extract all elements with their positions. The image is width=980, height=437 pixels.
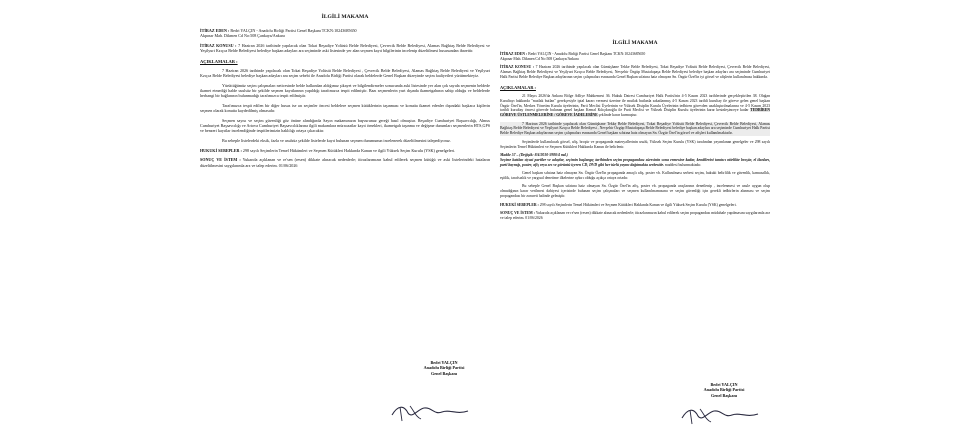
objector-text: Bedri YALÇIN - Anadolu Birliği Partisi Genel Başkanı TCKN:10243685650 — [528, 52, 646, 56]
signer-organization: Anadolu Birliği Partisi — [703, 387, 745, 393]
explanation-paragraph-1 — [500, 94, 770, 118]
objector-text: Bedri YALÇIN - Anadolu Birliği Partisi Genel Başkanı TCKN:10243685650 — [230, 28, 357, 33]
law-article-tail: maddesi bulunmaktadır. — [664, 162, 702, 167]
legal-grounds-block — [200, 148, 490, 153]
explanations-heading: AÇIKLAMALAR : — [500, 84, 536, 90]
court-decision-tail: şeklinde karar kurmuştur. — [598, 113, 638, 118]
signer-title: Genel Başkanı — [711, 392, 737, 398]
explanation-paragraph-4: Seçmen sayısı ve seçim güvenliği göz önüne alındığında Sayın makamınızın başvurunuz gereği hasıl olmuştur. Reşadiye Cumhuriyet Başsavcılığı, Almus Cumhuriyet Başsavcılığı ve Artova Cumhuriyet Başsavcılıklarına ilgili makamlara müracaatlar kayıt örnekleri, ikametgah taşınma ve değişme durumları seçmenlerin HTS,GPS ve benzeri kayıtlar incelendiğinde tespitlerimizin haklılığı ortaya çıkacaktır. — [200, 117, 490, 134]
objector-label: İTİRAZ EDEN : — [200, 28, 230, 33]
law-article-text: Seçime katılan siyasi partiler ve adaylar, seçimin başlangıç tarihinden seçim propagandası süresinin sona ermesine kadar, kendilerini tanıtıcı nitelikte broşür, el ilanları, parti bayrağı, poster, afiş veya ses ve görüntü içeren CD, DVD gibi her türlü yayını dağıtmakta serbesttir. — [500, 157, 770, 167]
explanation-paragraph-5: Bu sebeple listelerdeki eksik, fazla ve usulsüz şekilde listelerde kayıt bulunan seçmen durumunun incelenerek düzeltilmesini talepediyoruz. — [222, 138, 451, 144]
explanation-paragraph-3: Seçimlerde kullanılacak görsel, afiş, broşür ve propaganda materyallerinin usulü, Yüksek Seçim Kurulu (YSK) tarafından yayımlanan genelgeler ve 298 sayılı Seçimlerin Temel Hükümleri ve Seçmen Kütükleri Hakkında Kanun ile belirlenir. — [500, 139, 770, 149]
signature-block — [684, 382, 764, 398]
right-document-page — [500, 40, 770, 432]
request-block — [200, 157, 490, 168]
explanation-paragraph-3: Tarafımızca tespit edilen bir diğer husus ise arı seçimler öncesi beldelere seçmen kütüklerinin taşınması ve konutta ikamet edenler dışındaki başkaca kişilerin seçmen olarak konutta kaydedilmiş olmasıdır. — [200, 102, 490, 114]
legal-grounds-label: HUKUKİ SEBEPLER : — [500, 202, 539, 207]
legal-grounds-text: 298 sayılı Seçimlerin Temel Hükümleri ve Seçmen Kütükleri Hakkında Kanun ve ilgili Yüksek Seçim Kurulu (YSK) genelgeleri. — [242, 147, 456, 153]
objector-address: Akpınar Mah. Dikmen Cd No:508 Çankaya/Ankara — [500, 56, 579, 61]
signer-organization: Anadolu Birliği Partisi — [423, 365, 465, 371]
signature-block — [404, 360, 484, 376]
page-heading: İLGİLİ MAKAMA — [612, 40, 658, 46]
objector-label: İTİRAZ EDEN : — [500, 52, 528, 56]
law-article-title: Madde 57 – (Değişik: 8/4/2010-5980/4 md.) — [500, 153, 568, 158]
signer-name: Bedri YALÇIN — [710, 382, 738, 387]
objector-block — [500, 52, 770, 62]
legal-grounds-block — [500, 203, 770, 208]
explanation-paragraph-1: 7 Haziran 2026 tarihinde yapılacak olan Tokat Reşadiye Yolüstü Belde Belediyesi , Çevrecik Belde Belediyesi, Alamas Bağlıtaş Belde Belediyesi ve Yeşilyurt Kzıçca Belde Belediyesi belediye başkan adayları ara seçim sebebi ile Anadolu Birliği Partisi olarak beldelerde Genel Başkan düzeyinde seçim faaliyetleri yürütmekteyiz. — [200, 67, 490, 78]
signer-title: Genel Başkanı — [431, 370, 457, 376]
subject-text: 7 Haziran 2026 tarihinde yapılacak olan Gümüşhane Tekke Belde Belediyesi, Tokat Reşadiye Yolüstü Belde Belediyesi, Çevrecik Belde Belediyesi, Alamas Bağlıtaş Belde Belediyesi ve Yeşilyurt Kzıçca Belde Belediyesi, Nevşehir Özgüp Mustafapaşa Belde Belediyesi belediye başkan adayları ara seçiminde Cumhuriyet Halk Partisi Belde Belediye Başkan adaylarının seçim çalışmaları esnasında Genel Başkan sıfatına haiz olmayan Sn. Özgür Özel'in iyi görsel ve afişlerin kullanılması hakkında. — [500, 65, 770, 79]
handwritten-signature-image — [388, 399, 474, 425]
legal-grounds-text: 298 sayılı Seçimlerin Temel Hükümleri ve Seçmen Kütükleri Hakkında Kanun ve ilgili Yüksek Seçim Kurulu (YSK) genelgeleri. — [539, 202, 737, 207]
subject-label: İTİRAZ KONUSU : — [200, 42, 237, 48]
highlighted-decision-text: TEDBİREN GÖREVE ÜSTLENMELERİNE / GÖREVE İADELERİNE — [500, 108, 770, 118]
subject-block — [200, 43, 490, 54]
signer-name: Bedri YALÇIN — [430, 360, 458, 365]
explanations-heading: AÇIKLAMALAR : — [200, 58, 238, 64]
request-label: SONUÇ VE İSTEM : — [200, 157, 241, 163]
legal-grounds-label: HUKUKİ SEBEPLER : — [200, 147, 242, 153]
objector-block — [200, 28, 490, 39]
request-text: Yukarıda açıklanan ve re'sen (resen) dikkate alınacak nedenlerle; itirazlarımızın kabul edilerek seçmen kütüğü ve aski listelerindeki hataların düzeltilmesini saygılarımla arz ve talep ederim. 01/06/2026 — [200, 157, 490, 168]
explanation-paragraph-4: Genel başkan sıfatına haiz olmayan Sn. Özgür Özel'in propaganda amaçlı afiş, poster vb. Kullanılması serbest seçim, hukuki belirlilik ve güvenlik, kamusallık, eşitlik, tarafsızlık ve yargısal denetime ilkelerine aykırı olduğu açıkça ortaya ortadır. — [500, 171, 770, 180]
left-document-page — [200, 14, 490, 432]
subject-block — [500, 65, 770, 80]
subject-label: İTİRAZ KONUSU : — [500, 65, 535, 70]
explanation-paragraph-2: 7 Haziran 2026 tarihinde yapılacak olan Gümüşhane Tekke Belde Belediyesi, Tokat Reşadiye Yolüstü Belde Belediyesi, Çevrecik Belde Belediyesi, Alamas Bağlıtaş Belde Belediyesi ve Yeşilyurt Kzıçca Belde Belediyesi , Nevşehir Özgüp Mustafapaşa Belde Belediyesi belediye başkan adayları ara seçiminde Cumhuriyet Halk Partisi Belde Belediye Başkan adaylarının seçim çalışmaları esnasında Genel başkan sıfatına haiz olmayan Sn. Özgür Özel'in görsel ve afişleri kullanılmaktadır. — [500, 121, 770, 136]
request-block — [500, 211, 770, 221]
explanation-paragraph-5: Bu sebeple Genel Başkan sıfatına haiz olmayan Sn. Özgür Özel'in afiş, poster vb. propaganda araçlarının denetlenip , incelenmesi ve usule uygun olup olmadığının karar verilmesi dahiyesi içerisinde bulunan seçim çalışmaları ve seçmen kullanılmamasına ve seçim güvenliği için gerekli tedbirlerin alınması ve seçim propagandası bir zarureti halinde gelmiştir. — [500, 184, 770, 199]
handwritten-signature-image — [678, 402, 764, 428]
request-label: SONUÇ VE İSTEM : — [500, 211, 535, 215]
page-heading: İLGİLİ MAKAMA — [321, 14, 369, 20]
request-text: Yukarıda açıklanan ve re'sen (resen) dikkate alınacak nedenlerle; itirazlarımızın kabul edilerek seçim propagandası müdahale yapılmasını saygılarımla arz ve talep ederim. 01/06/2026 — [500, 211, 770, 220]
explanation-paragraph-2: Yürüttüğümüz seçim çalışmaları neticesinde belde halkından aldığımız şikayet ve bilgilendirmeler sonucunda aski listesinde yer alan çok sayıda seçmenin beldede ikamet etmediği halde usulsüz bir şekilde seçmen kayıtlarının yapıldığı tarafımızca tespit edilmiştir. Bazı seçmenlerin yurt dışında ikametgahının sahip olduğu ve beldelerde herhangi bir bağlarının bulunmadığı tarafımızca tespit edilmiştir. — [200, 82, 490, 99]
objector-address: Akpınar Mah. Dikmen Cd No:508 Çankaya/Ankara — [200, 33, 285, 39]
law-article-block — [500, 153, 770, 168]
subject-text: 7 Haziran 2026 tarihinde yapılacak olan Tokat Reşadiye Yolüstü Belde Belediyesi, Çevrecik Belde Belediyesi, Alamas Bağlıtaş Belde Belediyesi ve Yeşilyurt Kzıçca Belde Belediyesi belediye başkan adayları ara seçiminde aski listesinde yer alan seçmen kayıt bilgilerinin incelenip düzeltilmesi hususundan ibarettir. — [200, 42, 490, 54]
court-decision-text: 21 Mayıs 2026'da Ankara Bölge Adliye Mahkemesi 36. Hukuk Dairesi Cumhuriyet Halk Partisi'nin 4-5 Kasım 2023 tarihlerinde gerçekleştirilen 38. Olağan Kurultayı hakkında "mutlak butlan" gerekçesiyle iptal kararı vermesi üzerine ile mutlak butlanla sakatlanmış 4-5 Kasım 2023 tarihli kurultay ile göreve gelen genel başkan Özgür Özel'in, Merkez Yönetim Kurulu üyelerinin, Parti Meclisi Üyelerinin ve Yüksek Disiplin Kurulu Üyelerinin tedbiren görevden uzaklaştırılmalarına ve 4-5 Kasım 2023 tarihli kurultay öncesi görevde bulunan genel başkan Kemal Kılıçdaroğlu ile Parti Meclisi ve Yüksek Disiplin Kurulu üyelerinin karar kesinleşinceye kadar — [500, 93, 770, 113]
